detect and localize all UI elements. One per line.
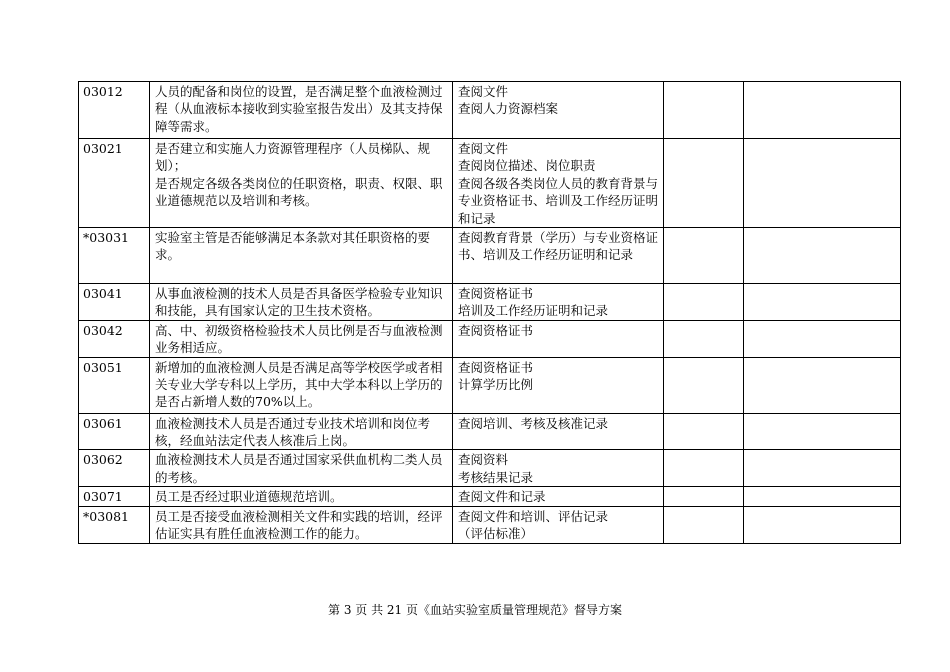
item-code-cell: 03062 — [79, 450, 150, 487]
table-row — [79, 487, 901, 506]
table-row — [79, 82, 901, 139]
remarks-cell — [744, 506, 901, 543]
inspection-method-cell: 查阅文件 查阅岗位描述、岗位职责 查阅各级各类岗位人员的教育背景与专业资格证书、培训及工作经历证明和记录 — [453, 139, 664, 228]
remarks-cell — [744, 357, 901, 413]
page-footer: 第 3 页 共 21 页《血站实验室质量管理规范》督导方案 — [328, 603, 622, 617]
requirement-cell: 高、中、初级资格检验技术人员比例是否与血液检测业务相适应。 — [150, 320, 453, 357]
result-cell — [664, 450, 744, 487]
item-code-cell: 03012 — [79, 82, 150, 139]
requirement-cell: 实验室主管是否能够满足本条款对其任职资格的要求。 — [150, 228, 453, 284]
inspection-method-cell: 查阅资格证书 计算学历比例 — [453, 357, 664, 413]
result-cell — [664, 82, 744, 139]
inspection-method-cell: 查阅资料 考核结果记录 — [453, 450, 664, 487]
result-cell — [664, 139, 744, 228]
requirement-cell: 员工是否经过职业道德规范培训。 — [150, 487, 453, 506]
table-row — [79, 506, 901, 543]
remarks-cell — [744, 228, 901, 284]
inspection-method-cell: 查阅教育背景（学历）与专业资格证书、培训及工作经历证明和记录 — [453, 228, 664, 284]
item-code-cell: *03031 — [79, 228, 150, 284]
result-cell — [664, 228, 744, 284]
table-row — [79, 413, 901, 450]
inspection-method-cell: 查阅文件和培训、评估记录 （评估标准） — [453, 506, 664, 543]
item-code-cell: 03051 — [79, 357, 150, 413]
table-row — [79, 357, 901, 413]
remarks-cell — [744, 82, 901, 139]
result-cell — [664, 506, 744, 543]
inspection-table — [78, 81, 901, 544]
result-cell — [664, 413, 744, 450]
requirement-cell: 人员的配备和岗位的设置，是否满足整个血液检测过程（从血液标本接收到实验室报告发出）及其支持保障等需求。 — [150, 82, 453, 139]
item-code-cell: 03071 — [79, 487, 150, 506]
table-row — [79, 284, 901, 321]
item-code-cell: 03042 — [79, 320, 150, 357]
requirement-cell: 从事血液检测的技术人员是否具备医学检验专业知识和技能，具有国家认定的卫生技术资格。 — [150, 284, 453, 321]
result-cell — [664, 487, 744, 506]
item-code-cell: 03041 — [79, 284, 150, 321]
requirement-cell: 血液检测技术人员是否通过专业技术培训和岗位考核，经血站法定代表人核准后上岗。 — [150, 413, 453, 450]
remarks-cell — [744, 413, 901, 450]
inspection-method-cell: 查阅文件 查阅人力资源档案 — [453, 82, 664, 139]
requirement-cell: 是否建立和实施人力资源管理程序（人员梯队、规划）； 是否规定各级各类岗位的任职资格，职责、权限、职业道德规范以及培训和考核。 — [150, 139, 453, 228]
remarks-cell — [744, 139, 901, 228]
requirement-cell: 员工是否接受血液检测相关文件和实践的培训，经评估证实具有胜任血液检测工作的能力。 — [150, 506, 453, 543]
table-row — [79, 450, 901, 487]
remarks-cell — [744, 450, 901, 487]
result-cell — [664, 284, 744, 321]
table-body — [79, 82, 901, 544]
table-row — [79, 320, 901, 357]
requirement-cell: 血液检测技术人员是否通过国家采供血机构二类人员的考核。 — [150, 450, 453, 487]
requirement-cell: 新增加的血液检测人员是否满足高等学校医学或者相关专业大学专科以上学历，其中大学本科以上学历的是否占新增人数的70%以上。 — [150, 357, 453, 413]
item-code-cell: 03061 — [79, 413, 150, 450]
inspection-method-cell: 查阅培训、考核及核准记录 — [453, 413, 664, 450]
item-code-cell: *03081 — [79, 506, 150, 543]
remarks-cell — [744, 284, 901, 321]
result-cell — [664, 320, 744, 357]
remarks-cell — [744, 320, 901, 357]
item-code-cell: 03021 — [79, 139, 150, 228]
inspection-method-cell: 查阅资格证书 — [453, 320, 664, 357]
table-row — [79, 139, 901, 228]
remarks-cell — [744, 487, 901, 506]
inspection-method-cell: 查阅文件和记录 — [453, 487, 664, 506]
table-row — [79, 228, 901, 284]
inspection-method-cell: 查阅资格证书 培训及工作经历证明和记录 — [453, 284, 664, 321]
result-cell — [664, 357, 744, 413]
